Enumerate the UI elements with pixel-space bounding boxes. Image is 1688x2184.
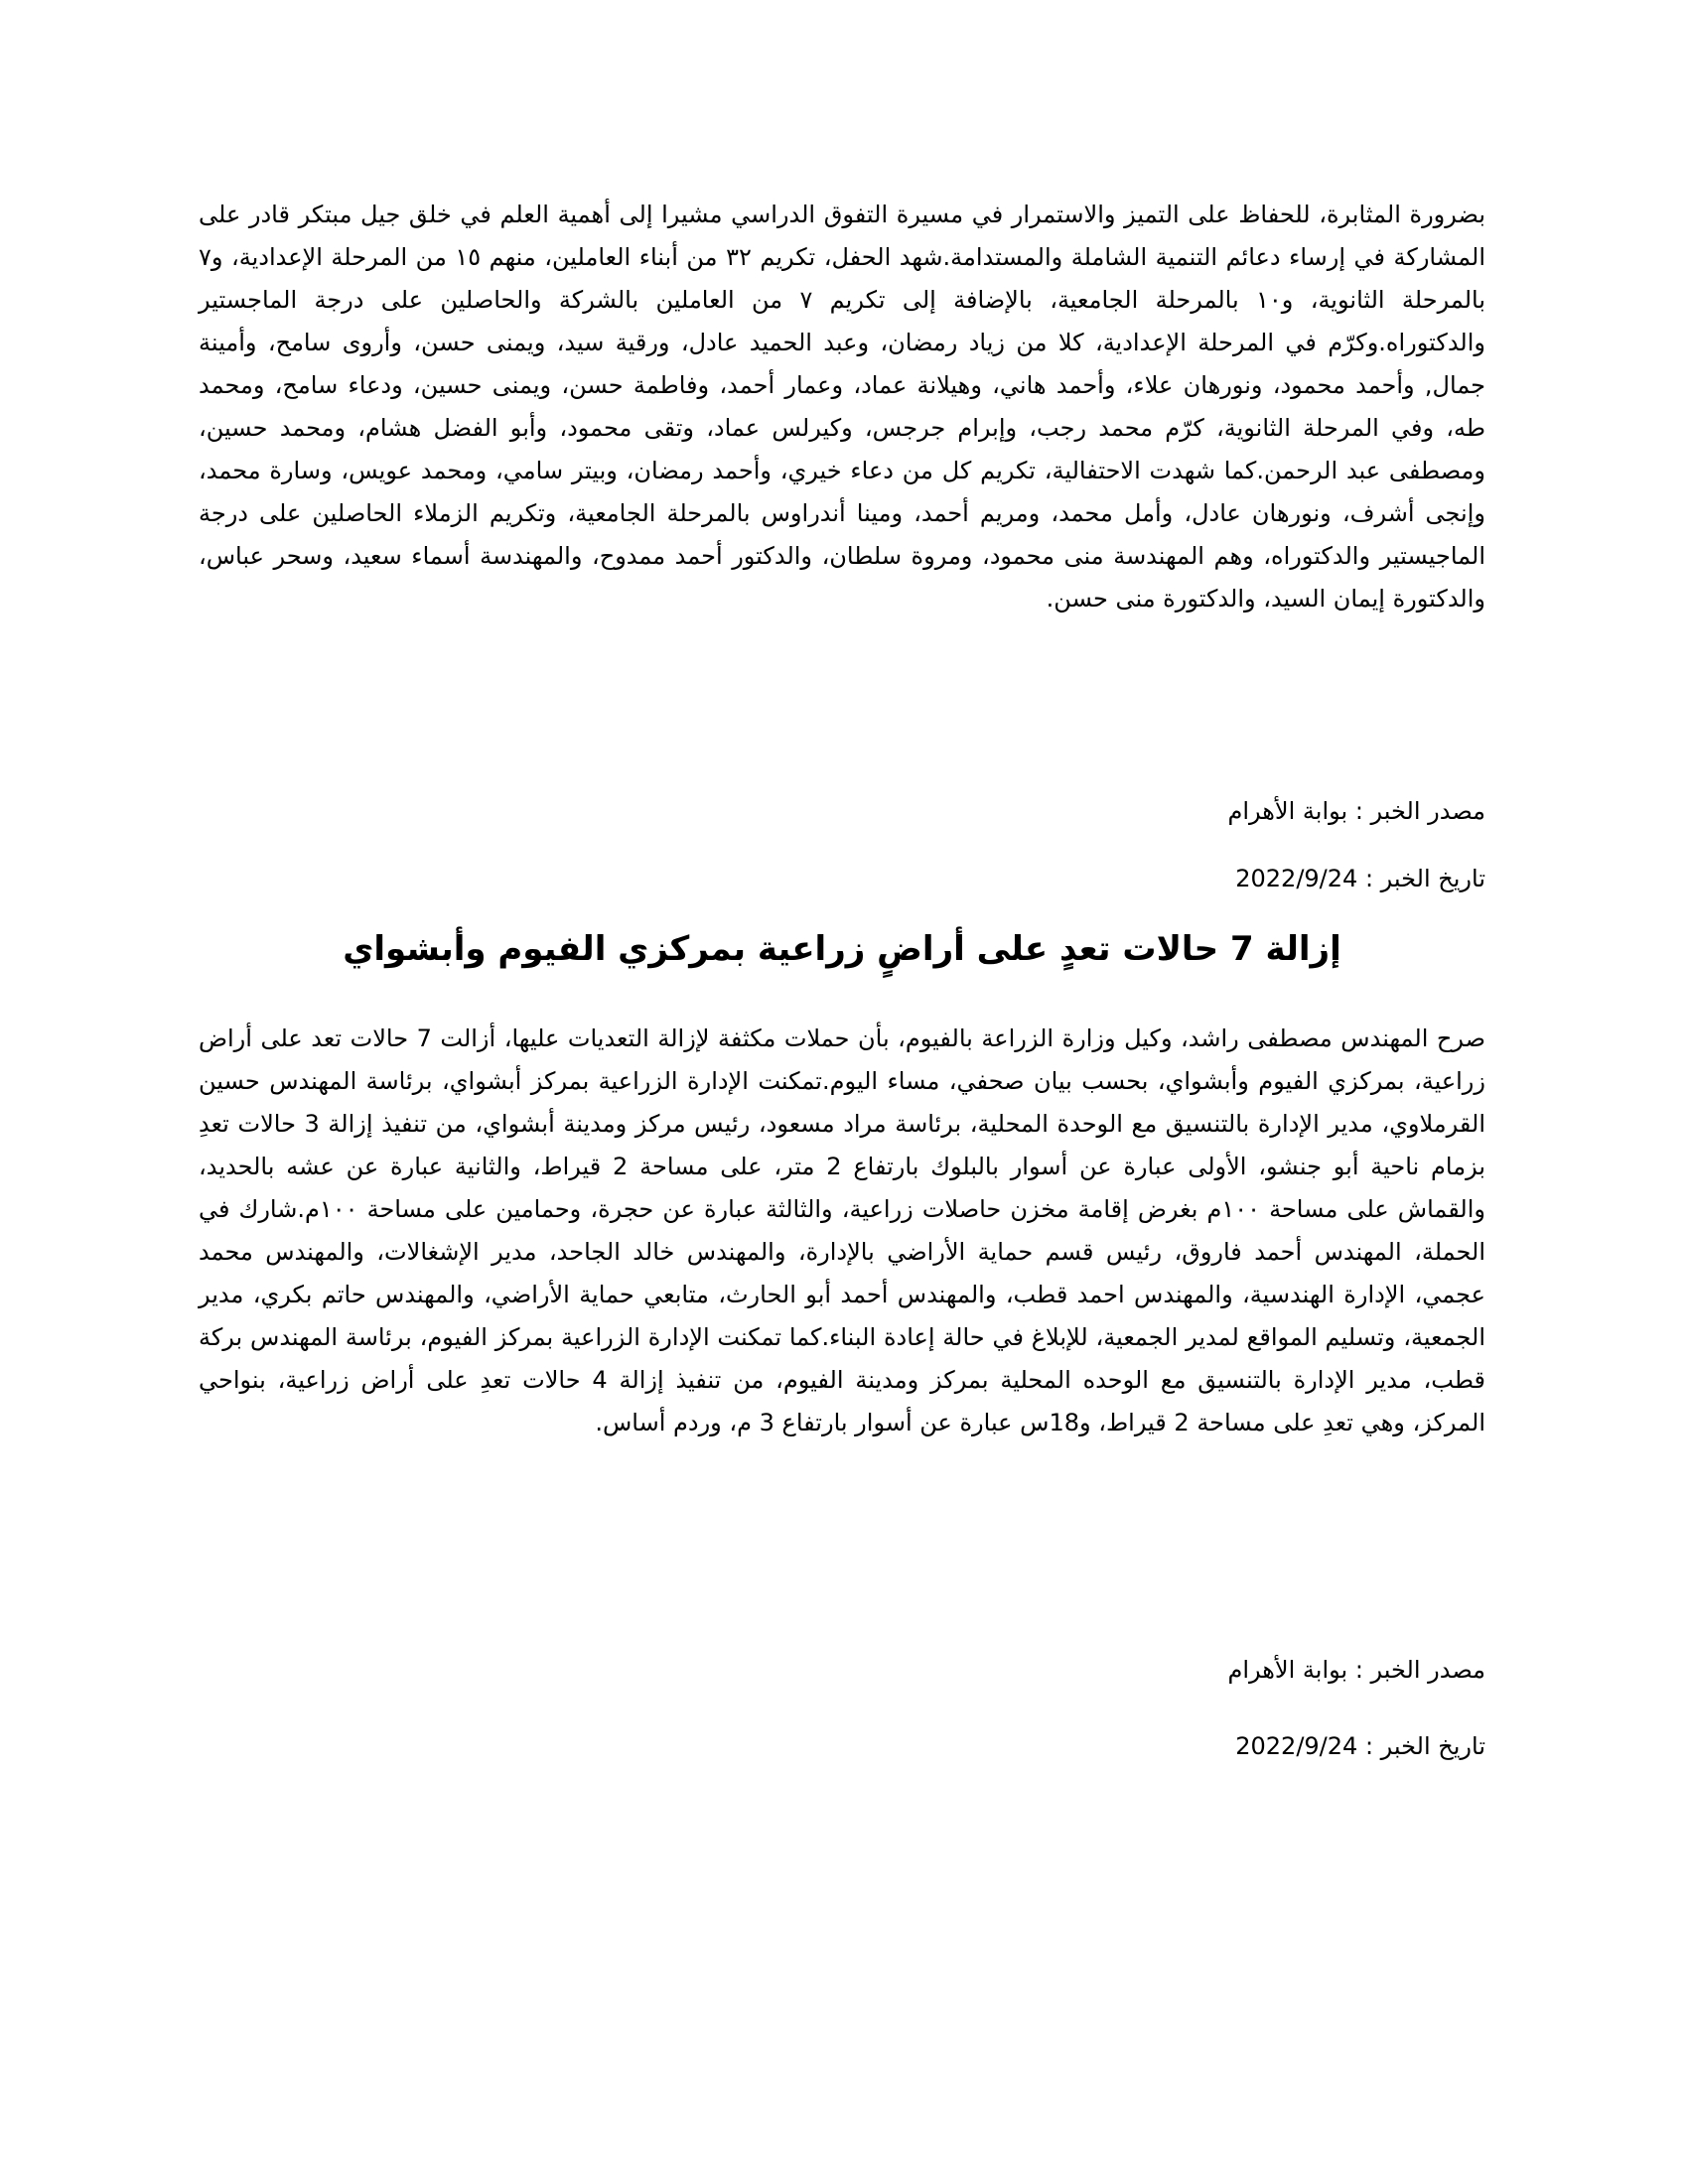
news-source-line: مصدر الخبر : بوابة الأهرام <box>1227 1656 1485 1684</box>
news-date-line: تاريخ الخبر : 2022/9/24 <box>1235 865 1485 892</box>
news-source-line: مصدر الخبر : بوابة الأهرام <box>1227 797 1485 825</box>
news-date-line: تاريخ الخبر : 2022/9/24 <box>1235 1732 1485 1760</box>
article-body-paragraph: صرح المهندس مصطفى راشد، وكيل وزارة الزراعة بالفيوم، بأن حملات مكثفة لإزالة التعديات عليها، أزالت 7 حالات تعد على أراض زراعية، بمركزي الفيوم وأبشواي، بحسب بيان صحفي، مساء اليوم.تمكنت الإدارة الزراعية بمركز أبشواي، برئاسة المهندس حسين القرملاوي، مدير الإدارة بالتنسيق مع الوحدة المحلية، برئاسة مراد مسعود، رئيس مركز ومدينة أبشواي، من تنفيذ إزالة 3 حالات تعدِ بزمام ناحية أبو جنشو، الأولى عبارة عن أسوار بالبلوك بارتفاع 2 متر، على مساحة 2 قيراط، والثانية عبارة عن عشه بالحديد، والقماش على مساحة ١٠٠م بغرض إقامة مخزن حاصلات زراعية، والثالثة عبارة عن حجرة، وحمامين على مساحة ١٠٠م.شارك في الحملة، المهندس أحمد فاروق، رئيس قسم حماية الأراضي بالإدارة، والمهندس خالد الجاحد، مدير الإشغالات، والمهندس محمد عجمي، الإدارة الهندسية، والمهندس احمد قطب، والمهندس أحمد أبو الحارث، متابعي حماية الأراضي، والمهندس حاتم بكري، مدير الجمعية، وتسليم المواقع لمدير الجمعية، للإبلاغ في حالة إعادة البناء.كما تمكنت الإدارة الزراعية بمركز الفيوم، برئاسة المهندس بركة قطب، مدير الإدارة بالتنسيق مع الوحده المحلية بمركز ومدينة الفيوم، من تنفيذ إزالة 4 حالات تعدِ على أراض زراعية، بنواحي المركز، وهي تعدِ على مساحة 2 قيراط، و18س عبارة عن أسوار بارتفاع 3 م، وردم أساس. <box>199 1024 1486 1436</box>
article-headline: إزالة 7 حالات تعدٍ على أراضٍ زراعية بمركزي الفيوم وأبشواي <box>343 929 1341 969</box>
article-body-paragraph: بضرورة المثابرة، للحفاظ على التميز والاستمرار في مسيرة التفوق الدراسي مشيرا إلى أهمية العلم في خلق جيل مبتكر قادر على المشاركة في إرساء دعائم التنمية الشاملة والمستدامة.شهد الحفل، تكريم ٣٢ من أبناء العاملين، منهم ١٥ من المرحلة الإعدادية، و٧ بالمرحلة الثانوية، و١٠ بالمرحلة الجامعية، بالإضافة إلى تكريم ٧ من العاملين بالشركة والحاصلين على درجة الماجستير والدكتوراه.وكرّم في المرحلة الإعدادية، كلا من زياد رمضان، وعبد الحميد عادل، ورقية سيد، ويمنى حسن، وأروى سامح، وأمينة جمال, وأحمد محمود، ونورهان علاء، وأحمد هاني، وهيلانة عماد، وعمار أحمد، وفاطمة حسن، ويمنى حسين، ودعاء سامح، ومحمد طه، وفي المرحلة الثانوية، كرّم محمد رجب، وإبرام جرجس، وكيرلس عماد، وتقى محمود، وأبو الفضل هشام، ومحمد حسين، ومصطفى عبد الرحمن.كما شهدت الاحتفالية، تكريم كل من دعاء خيري، وأحمد رمضان، وبيتر سامي، ومحمد عويس، وسارة محمد، وإنجى أشرف، ونورهان عادل، وأمل محمد، ومريم أحمد، ومينا أندراوس بالمرحلة الجامعية، وتكريم الزملاء الحاصلين على درجة الماجيستير والدكتوراه، وهم المهندسة منى محمود، ومروة سلطان، والدكتور أحمد ممدوح، والمهندسة أسماء سعيد، وسحر عباس، والدكتورة إيمان السيد، والدكتورة منى حسن. <box>199 201 1486 613</box>
